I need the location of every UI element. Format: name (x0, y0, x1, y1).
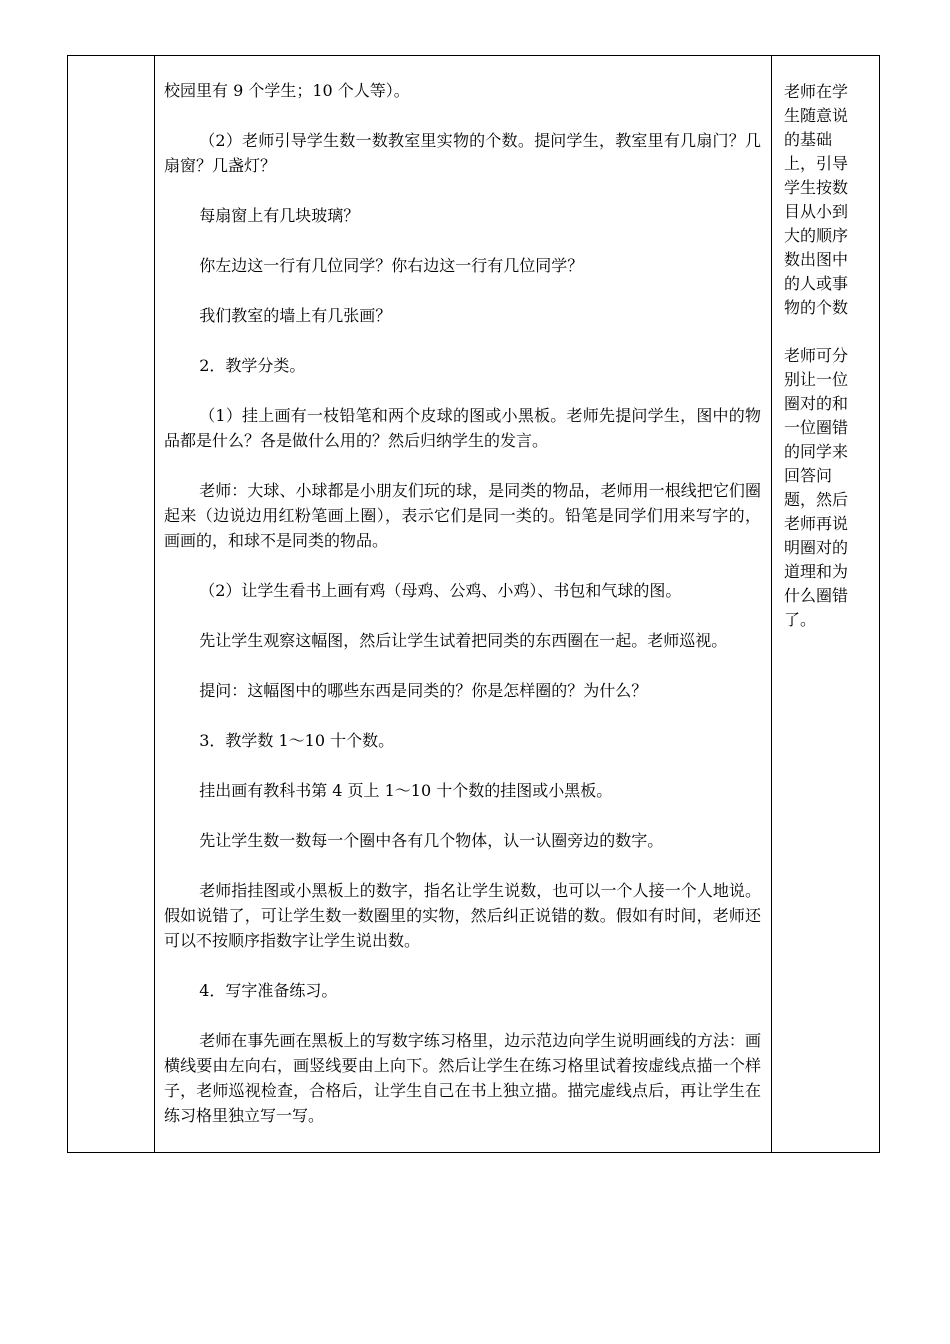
teaching-notes (784, 80, 860, 632)
section-heading: 3．教学数 1～10 十个数。 (199, 731, 395, 750)
paragraph: （2）让学生看书上画有鸡（母鸡、公鸡、小鸡）、书包和气球的图。 (199, 581, 682, 600)
section-heading: 2．教学分类。 (199, 356, 306, 375)
main-content (164, 78, 761, 1128)
teaching-note: 老师在学生随意说的基础上，引导学生按数目从小到大的顺序数出图中的人或事物的个数 (784, 82, 849, 317)
paragraph: 提问：这幅图中的哪些东西是同类的？你是怎样圈的？为什么？ (199, 681, 648, 700)
paragraph: 每扇窗上有几块玻璃？ (199, 206, 360, 225)
paragraph: （1）挂上画有一枝铅笔和两个皮球的图或小黑板。老师先提问学生，图中的物品都是什么？各是做什么用的？然后归纳学生的发言。 (164, 406, 761, 450)
paragraph: 老师指挂图或小黑板上的数字，指名让学生说数，也可以一个人接一个人地说。假如说错了，可让学生数一数圈里的实物，然后纠正说错的数。假如有时间，老师还可以不按顺序指数字让学生说出数。 (164, 881, 761, 950)
paragraph: （2）老师引导学生数一数教室里实物的个数。提问学生，教室里有几扇门？几扇窗？几盏灯？ (164, 131, 761, 175)
teaching-note: 老师可分别让一位圈对的和一位圈错的同学来回答问题，然后老师再说明圈对的道理和为什么圈错了。 (784, 346, 849, 629)
paragraph: 我们教室的墙上有几张画？ (199, 306, 392, 325)
section-heading: 4．写字准备练习。 (199, 981, 338, 1000)
paragraph: 老师：大球、小球都是小朋友们玩的球，是同类的物品，老师用一根线把它们圈起来（边说边用红粉笔画上圈），表示它们是同一类的。铅笔是同学们用来写字的，画画的，和球不是同类的物品。 (164, 481, 761, 550)
column-divider-1 (154, 56, 155, 1152)
paragraph: 挂出画有教科书第 4 页上 1～10 十个数的挂图或小黑板。 (199, 781, 613, 800)
paragraph: 先让学生数一数每一个圈中各有几个物体，认一认圈旁边的数字。 (199, 831, 664, 850)
column-divider-2 (771, 56, 772, 1152)
lesson-table (67, 55, 880, 1153)
paragraph: 校园里有 9 个学生；10 个人等）。 (164, 81, 410, 100)
paragraph: 老师在事先画在黑板上的写数字练习格里，边示范边向学生说明画线的方法：画横线要由左向右，画竖线要由上向下。然后让学生在练习格里试着按虚线点描一个样子，老师巡视检查，合格后，让学生自己在书上独立描。描完虚线点后，再让学生在练习格里独立写一写。 (164, 1031, 761, 1125)
paragraph: 先让学生观察这幅图，然后让学生试着把同类的东西圈在一起。老师巡视。 (199, 631, 728, 650)
paragraph: 你左边这一行有几位同学？你右边这一行有几位同学？ (199, 256, 584, 275)
